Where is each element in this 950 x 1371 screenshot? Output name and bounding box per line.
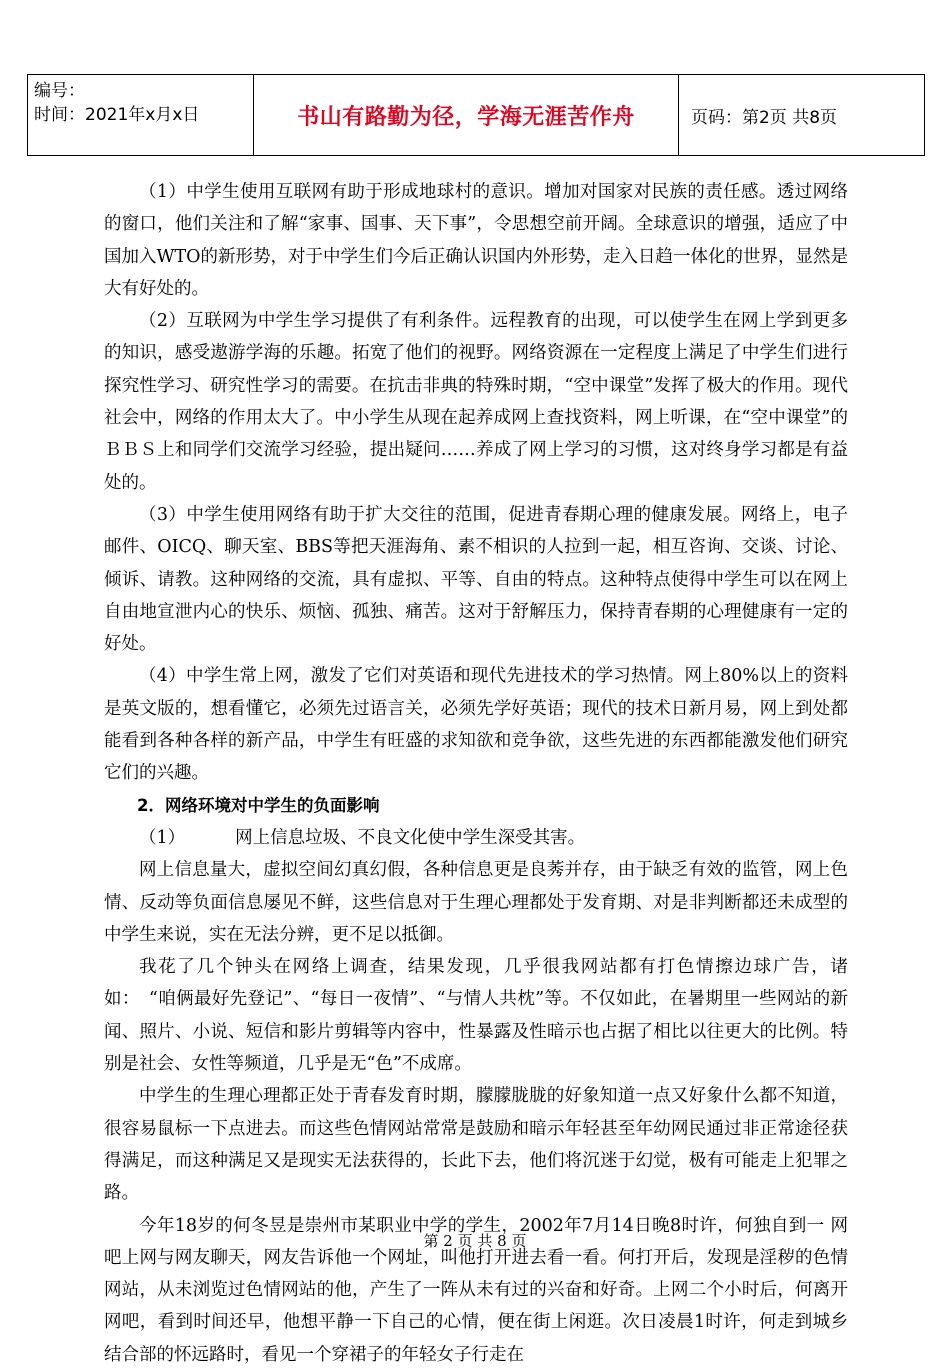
page-header — [27, 74, 925, 156]
sub-item-number: （1） — [139, 827, 186, 848]
header-page-label: 页码：第2页 共8页 — [691, 107, 838, 128]
paragraph: 今年18岁的何冬昱是崇州市某职业中学的学生，2002年7月14日晚8时许，何独自到一 网吧上网与网友聊天，网友告诉他一个网址，叫他打开进去看一看。何打开后，发现是淫秽的色情网站，从未浏览过色情网站的他，产生了一阵从未有过的兴奋和好奇。上网二个小时后，何离开网吧，看到时间还早，他想平静一下自己的心情，便在街上闲逛。次日凌晨1时许，何走到城乡结合部的怀远路时，看见一个穿裙子的年轻女子行走在 — [104, 1215, 848, 1365]
paragraph: 我花了几个钟头在网络上调查，结果发现，几乎很我网站都有打色情擦边球广告，诸如： “咱俩最好先登记”、“每日一夜情”、“与情人共枕”等。不仅如此，在暑期里一些网站的新闻、照片、小说、短信和影片剪辑等内容中，性暴露及性暗示也占据了相比以往更大的比例。特别是社会、女性等频道，几乎是无“色”不成席。 — [104, 957, 848, 1075]
paragraph: （1）中学生使用互联网有助于形成地球村的意识。增加对国家对民族的责任感。透过网络的窗口，他们关注和了解“家事、国事、天下事”，令思想空前开阔。全球意识的增强，适应了中国加入WTO的新形势，对于中学生们今后正确认识国内外形势，走入日趋一体化的世界，显然是大有好处的。 — [104, 182, 849, 299]
paragraph: 中学生的生理心理都正处于青春发育时期，朦朦胧胧的好象知道一点又好象什么都不知道，很容易鼠标一下点进去。而这些色情网站常常是鼓励和暗示年轻甚至年幼网民通过非正常途径获得满足，而这种满足又是现实无法获得的，长此下去，他们将沉迷于幻觉，极有可能走上犯罪之路。 — [104, 1086, 848, 1204]
document-number-label: 编号： — [34, 81, 85, 101]
page-footer: 第 2 页 共 8 页 — [423, 1232, 527, 1250]
document-body — [104, 176, 848, 1371]
header-meta — [28, 75, 254, 155]
paragraph: （4）中学生常上网，激发了它们对英语和现代先进技术的学习热情。网上80%以上的资料是英文版的，想看懂它，必须先过语言关，必须先学好英语；现代的技术日新月易，网上到处都能看到各种各样的新产品，中学生有旺盛的求知欲和竞争欲，这些先进的东西都能激发他们研究它们的兴趣。 — [104, 666, 848, 784]
header-motto: 书山有路勤为径，学海无涯苦作舟 — [297, 104, 635, 130]
sub-item — [104, 822, 848, 854]
paragraph: （2）互联网为中学生学习提供了有利条件。远程教育的出现，可以使学生在网上学到更多的知识，感受遨游学海的乐趣。拓宽了他们的视野。网络资源在一定程度上满足了中学生们进行探究性学习、研究性学习的需要。在抗击非典的特殊时期，“空中课堂”发挥了极大的作用。现代社会中，网络的作用太大了。中小学生从现在起养成网上查找资料，网上听课，在“空中课堂”的ＢＢＳ上和同学们交流学习经验，提出疑问……养成了网上学习的习惯，这对终身学习都是有益处的。 — [104, 311, 848, 493]
paragraph: 网上信息量大，虚拟空间幻真幻假，各种信息更是良莠并存，由于缺乏有效的监管，网上色情、反动等负面信息屡见不鲜，这些信息对于生理心理都处于发育期、对是非判断都还未成型的中学生来说，实在无法分辨，更不足以抵御。 — [104, 860, 848, 945]
header-motto-cell — [254, 75, 679, 155]
paragraph: （3）中学生使用网络有助于扩大交往的范围，促进青春期心理的健康发展。网络上，电子邮件、OICQ、聊天室、BBS等把天涯海角、素不相识的人拉到一起，相互咨询、交谈、讨论、倾诉、请教。这种网络的交流，具有虚拟、平等、自由的特点。这种特点使得中学生可以在网上自由地宣泄内心的快乐、烦恼、孤独、痛苦。这对于舒解压力，保持青春期的心理健康有一定的好处。 — [104, 504, 848, 655]
sub-item-text: 网上信息垃圾、不良文化使中学生深受其害。 — [235, 827, 586, 848]
document-time-label: 时间：2021年x月x日 — [34, 105, 200, 125]
section-heading: 2．网络环境对中学生的负面影响 — [137, 795, 380, 815]
header-page-cell — [679, 75, 924, 155]
